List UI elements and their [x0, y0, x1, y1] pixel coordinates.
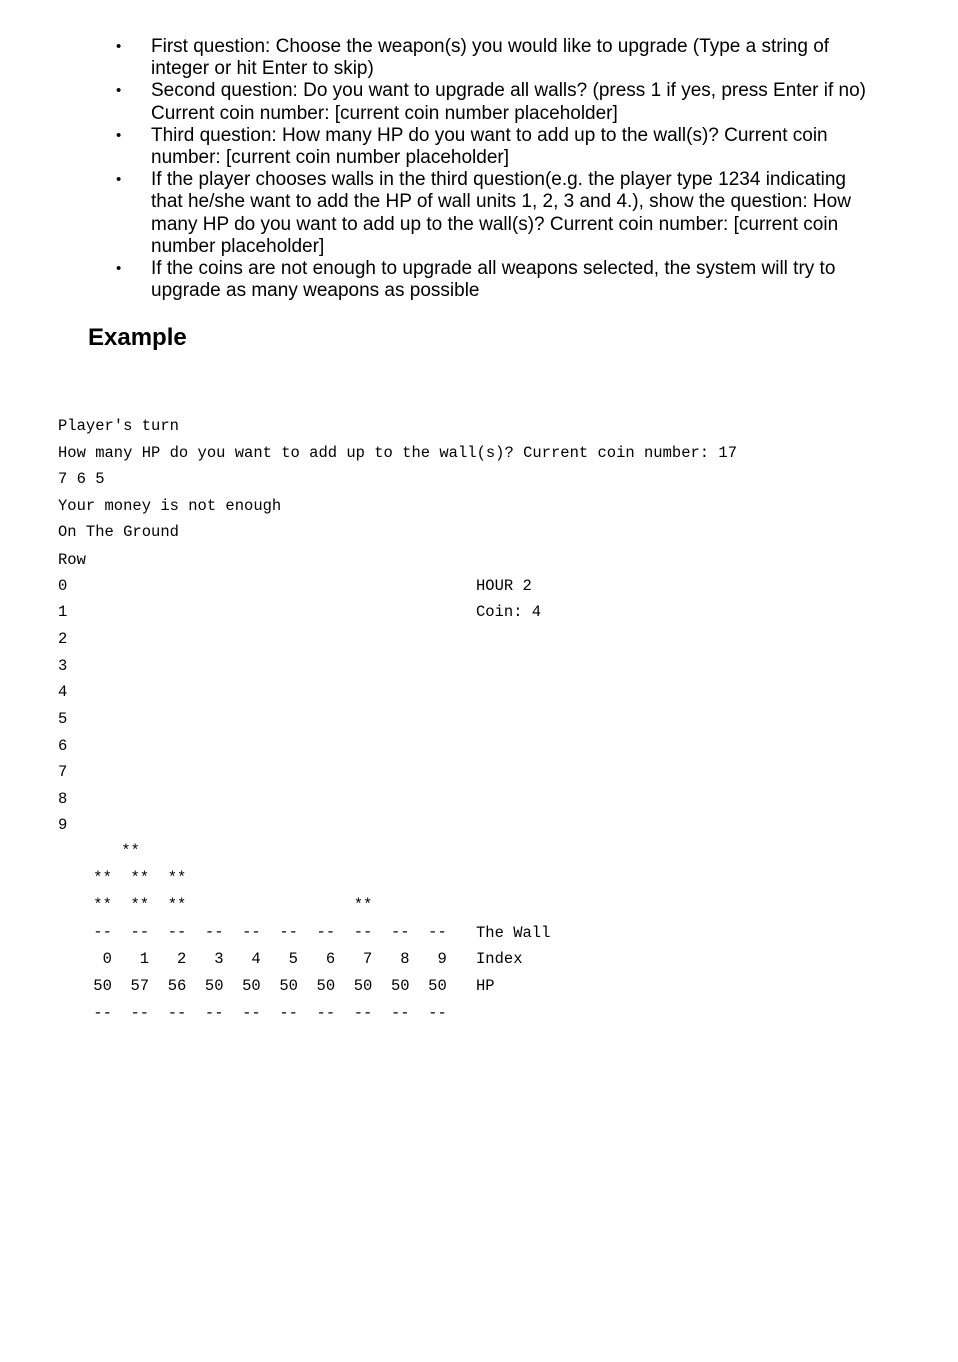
index-label: Index	[476, 950, 523, 968]
row-number: 2	[58, 630, 68, 648]
coin-display: Coin: 4	[476, 603, 542, 621]
row-number: 7	[58, 763, 68, 781]
wall-label: The Wall	[476, 924, 551, 942]
wall-divider-bottom: -- -- -- -- -- -- -- -- -- --	[84, 1004, 447, 1022]
row-number: 3	[58, 657, 68, 675]
wall-stars: ** ** **	[84, 869, 187, 887]
row-number: 6	[58, 737, 68, 755]
wall-index-values: 0 1 2 3 4 5 6 7 8 9	[84, 950, 447, 968]
bullet-text: If the player chooses walls in the third question(e.g. the player type 1234 indicating that he/she want to add the HP of wall units 1, 2, 3 and 4.), show the question: How many HP do you want to add up to the wall(s)? Current coin number: [current coin number placeholder]	[151, 169, 851, 257]
bullet-text: Second question: Do you want to upgrade all walls? (press 1 if yes, press Enter if no) Current coin number: [current coin number placeholder]	[151, 80, 866, 124]
wall-stars: ** ** ** **	[84, 896, 373, 914]
wall-hp-values: 50 57 56 50 50 50 50 50 50 50	[84, 977, 447, 995]
example-heading: Example	[88, 324, 187, 351]
wall-stars: **	[84, 842, 140, 860]
row-number: 0	[58, 577, 68, 595]
row-label: Row	[58, 551, 86, 569]
hp-label: HP	[476, 977, 495, 995]
bullet-item	[116, 80, 906, 124]
wall-divider-top: -- -- -- -- -- -- -- -- -- --	[84, 923, 447, 941]
row-number: 4	[58, 683, 68, 701]
bullet-item	[116, 125, 906, 169]
row-number: 5	[58, 710, 68, 728]
instruction-list	[116, 36, 906, 302]
bullet-item	[116, 169, 906, 258]
hour-display: HOUR 2	[476, 577, 532, 595]
row-number: 8	[58, 790, 68, 808]
bullet-text: Third question: How many HP do you want to add up to the wall(s)? Current coin number: [current coin number placeholder]	[151, 124, 828, 169]
bullet-text: First question: Choose the weapon(s) you would like to upgrade (Type a string of integer or hit Enter to skip)	[151, 36, 830, 80]
question-line: How many HP do you want to add up to the wall(s)? Current coin number: 17	[58, 444, 738, 462]
bullet-item	[116, 36, 906, 80]
row-number: 1	[58, 603, 68, 621]
bullet-item	[116, 258, 906, 302]
console-output	[58, 412, 938, 1032]
bullet-text: If the coins are not enough to upgrade all weapons selected, the system will try to upgrade as many weapons as possible	[151, 258, 836, 302]
player-turn-line: Player's turn	[58, 417, 179, 435]
money-message: Your money is not enough	[58, 497, 282, 515]
input-line: 7 6 5	[58, 470, 105, 488]
ground-label: On The Ground	[58, 523, 179, 541]
row-number: 9	[58, 816, 68, 834]
